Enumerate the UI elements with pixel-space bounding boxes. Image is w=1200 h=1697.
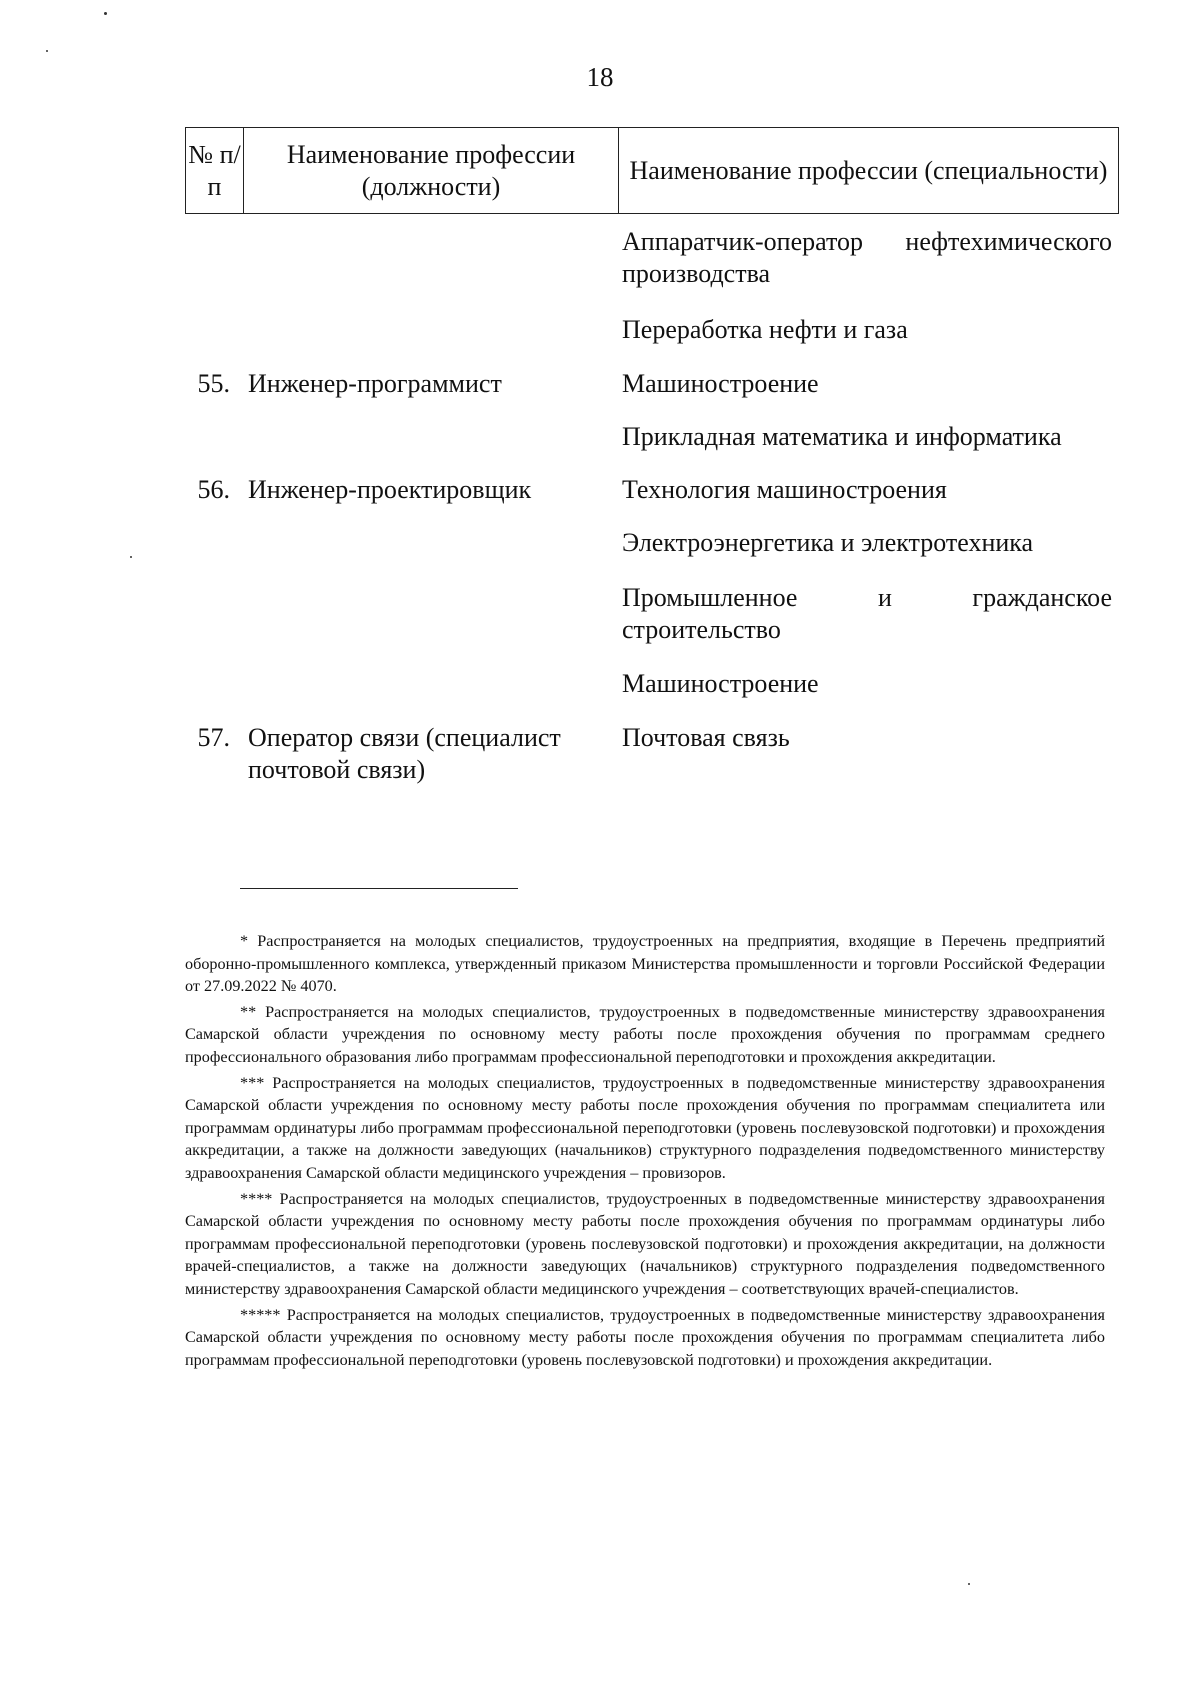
row-number: 57. — [197, 723, 230, 752]
position-cell: Оператор связи (специалист почтовой связи) — [248, 723, 561, 784]
specialty-cell: Промышленное и гражданское строительство — [622, 583, 1112, 644]
scan-speck — [104, 12, 107, 15]
specialty-cell: Почтовая связь — [622, 723, 790, 752]
footnote: * Распространяется на молодых специалистов, трудоустроенных на предприятия, входящие в Перечень предприятий оборонно-промышленного комплекса, утвержденный приказом Министерства промышленности и торговли Российской Федерации от 27.09.2022 № 4070. — [185, 932, 1105, 996]
table-header — [185, 127, 1119, 214]
specialty-cell: Технология машиностроения — [622, 475, 947, 504]
header-num: № п/п — [186, 128, 244, 213]
scan-speck — [46, 50, 48, 52]
footnote-separator — [240, 888, 518, 889]
row-number: 55. — [197, 369, 230, 398]
footnote: ***** Распространяется на молодых специалистов, трудоустроенных в подведомственные министерству здравоохранения Самарской области учреждения по основному месту работы после прохождения обучения по программам специалитета либо программам профессиональной переподготовки (уровень послевузовской подготовки) и прохождения аккредитации. — [185, 1305, 1105, 1369]
footnotes — [185, 930, 1105, 1374]
position-cell: Инженер-проектировщик — [248, 475, 532, 504]
specialty-cell: Переработка нефти и газа — [622, 315, 908, 344]
row-number: 56. — [197, 475, 230, 504]
specialty-cell: Электроэнергетика и электротехника — [622, 528, 1034, 557]
header-specialty: Наименование профессии (специальности) — [629, 155, 1108, 185]
footnote: *** Распространяется на молодых специалистов, трудоустроенных в подведомственные министерству здравоохранения Самарской области учреждения по основному месту работы после прохождения обучения по программам специалитета или программам ординатуры либо программам профессиональной переподготовки (уровень послевузовской подготовки) и прохождения аккредитации, а также на должности заведующих (начальников) структурного подразделения подведомственного министерству здравоохранения Самарской области медицинского учреждения – провизоров. — [185, 1073, 1105, 1182]
specialty-cell: Машиностроение — [622, 669, 819, 698]
scan-speck — [968, 1583, 970, 1585]
position-cell: Инженер-программист — [248, 369, 502, 398]
specialty-cell: Аппаратчик-оператор нефтехимического производства — [622, 227, 1112, 288]
footnote: **** Распространяется на молодых специалистов, трудоустроенных в подведомственные министерству здравоохранения Самарской области учреждения по основному месту работы после прохождения обучения по программам ординатуры либо программам профессиональной переподготовки (уровень послевузовской подготовки) и прохождения аккредитации, на должности врачей-специалистов, а также на должности заведующих (начальников) структурного подразделения подведомственного министерству здравоохранения Самарской области медицинского учреждения – соответствующих врачей-специалистов. — [185, 1189, 1105, 1298]
specialty-cell: Прикладная математика и информатика — [622, 422, 1062, 451]
header-position: Наименование профессии (должности) — [244, 128, 619, 213]
specialty-cell: Машиностроение — [622, 369, 819, 398]
scan-speck — [130, 556, 132, 558]
page-number: 18 — [586, 62, 614, 92]
footnote: ** Распространяется на молодых специалистов, трудоустроенных в подведомственные министерству здравоохранения Самарской области учреждения по основному месту работы после прохождения обучения по программам среднего профессионального образования либо программам профессиональной переподготовки и прохождения аккредитации. — [185, 1002, 1105, 1066]
